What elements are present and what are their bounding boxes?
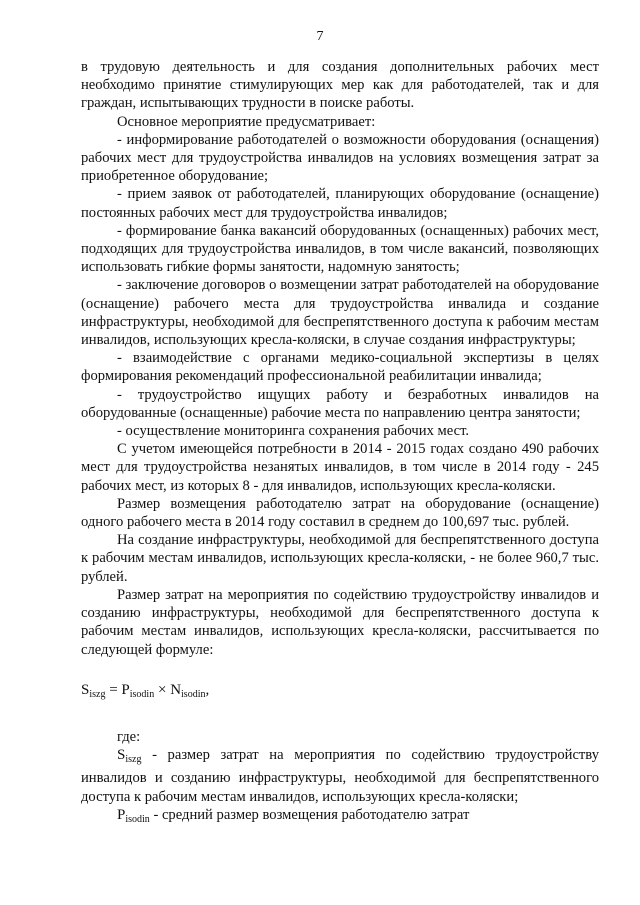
formula-times: × bbox=[154, 681, 171, 698]
paragraph: Размер затрат на мероприятия по содействию трудоустройству инвалидов и созданию инфраструктуры, необходимой для беспрепятственного доступа к рабочим местам инвалидов, использующих кресла-коляски, рассчитывается по следующей формуле: bbox=[81, 586, 599, 658]
page-number: 7 bbox=[316, 29, 324, 44]
list-item: - осуществление мониторинга сохранения рабочих мест. bbox=[117, 423, 469, 440]
formula-tail: , bbox=[205, 681, 210, 698]
definition-symbol-sub: iszg bbox=[125, 754, 142, 766]
paragraph: С учетом имеющейся потребности в 2014 - 2015 годах создано 490 рабочих мест для трудоустройства незанятых инвалидов, в том числе в 2014 году - 245 рабочих мест, из которых 8 - для инвалидов, использующих кресла-коляски. bbox=[81, 441, 599, 494]
paragraph: На создание инфраструктуры, необходимой для беспрепятственного доступа к рабочим местам инвалидов, использующих кресла-коляски, - не более 960,7 тыс. рублей. bbox=[81, 532, 599, 585]
list-item: - информирование работодателей о возможности оборудования (оснащения) рабочих мест для трудоустройства инвалидов на условиях возмещения затрат за приобретенное оборудование; bbox=[81, 131, 599, 185]
list-item: - трудоустройство ищущих работу и безработных инвалидов на оборудованные (оснащенные) рабочие места по направлению центра занятости; bbox=[81, 386, 599, 421]
paragraph: Размер возмещения работодателю затрат на оборудование (оснащение) одного рабочего места в 2014 году составил в среднем до 100,697 тыс. рублей. bbox=[81, 495, 599, 531]
formula-n-sub: isodin bbox=[181, 688, 206, 700]
definition-symbol-sub: isodin bbox=[125, 813, 150, 825]
formula-p: P bbox=[121, 681, 130, 698]
formula-lhs: S bbox=[81, 681, 90, 698]
definition-item bbox=[81, 806, 599, 829]
list-item: - формирование банка вакансий оборудованных (оснащенных) рабочих мест, подходящих для трудоустройства инвалидов, в том числе вакансий, позволяющих использовать гибкие формы занятости, надомную занятость; bbox=[81, 222, 599, 276]
definition-text: - средний размер возмещения работодателю затрат bbox=[149, 806, 470, 823]
definition-symbol: S bbox=[117, 747, 126, 764]
list-item: - заключение договоров о возмещении затрат работодателей на оборудование (оснащение) рабочего места для трудоустройства инвалида и создание инфраструктуры, необходимой для беспрепятственного доступа к рабочим местам инвалидов, использующих кресла-коляски, в случае создания инфраструктуры; bbox=[81, 277, 599, 349]
list-item: - взаимодействие с органами медико-социальной экспертизы в целях формирования рекомендаций профессиональной реабилитации инвалида; bbox=[81, 350, 599, 385]
paragraph: в трудовую деятельность и для создания дополнительных рабочих мест необходимо принятие стимулирующих мер как для работодателей, так и для граждан, испытывающих трудности в поиске работы. bbox=[81, 59, 599, 112]
document-body bbox=[81, 58, 599, 829]
where-label: где: bbox=[117, 728, 141, 745]
definition-text: - размер затрат на мероприятия по содействию трудоустройству инвалидов и созданию инфраструктуры, необходимой для беспрепятственного доступа к рабочим местам инвалидов, использующих кресла-коляски; bbox=[81, 747, 599, 805]
formula-equals: = bbox=[105, 681, 122, 698]
formula-lhs-sub: iszg bbox=[89, 688, 106, 700]
formula-n: N bbox=[170, 681, 182, 698]
definition-symbol: P bbox=[117, 806, 126, 823]
cost-formula bbox=[81, 681, 599, 704]
formula-p-sub: isodin bbox=[129, 688, 155, 700]
paragraph: Основное мероприятие предусматривает: bbox=[117, 113, 376, 130]
list-item: - прием заявок от работодателей, планирующих оборудование (оснащение) постоянных рабочих мест для трудоустройства инвалидов; bbox=[81, 186, 599, 221]
definition-item bbox=[81, 746, 599, 806]
